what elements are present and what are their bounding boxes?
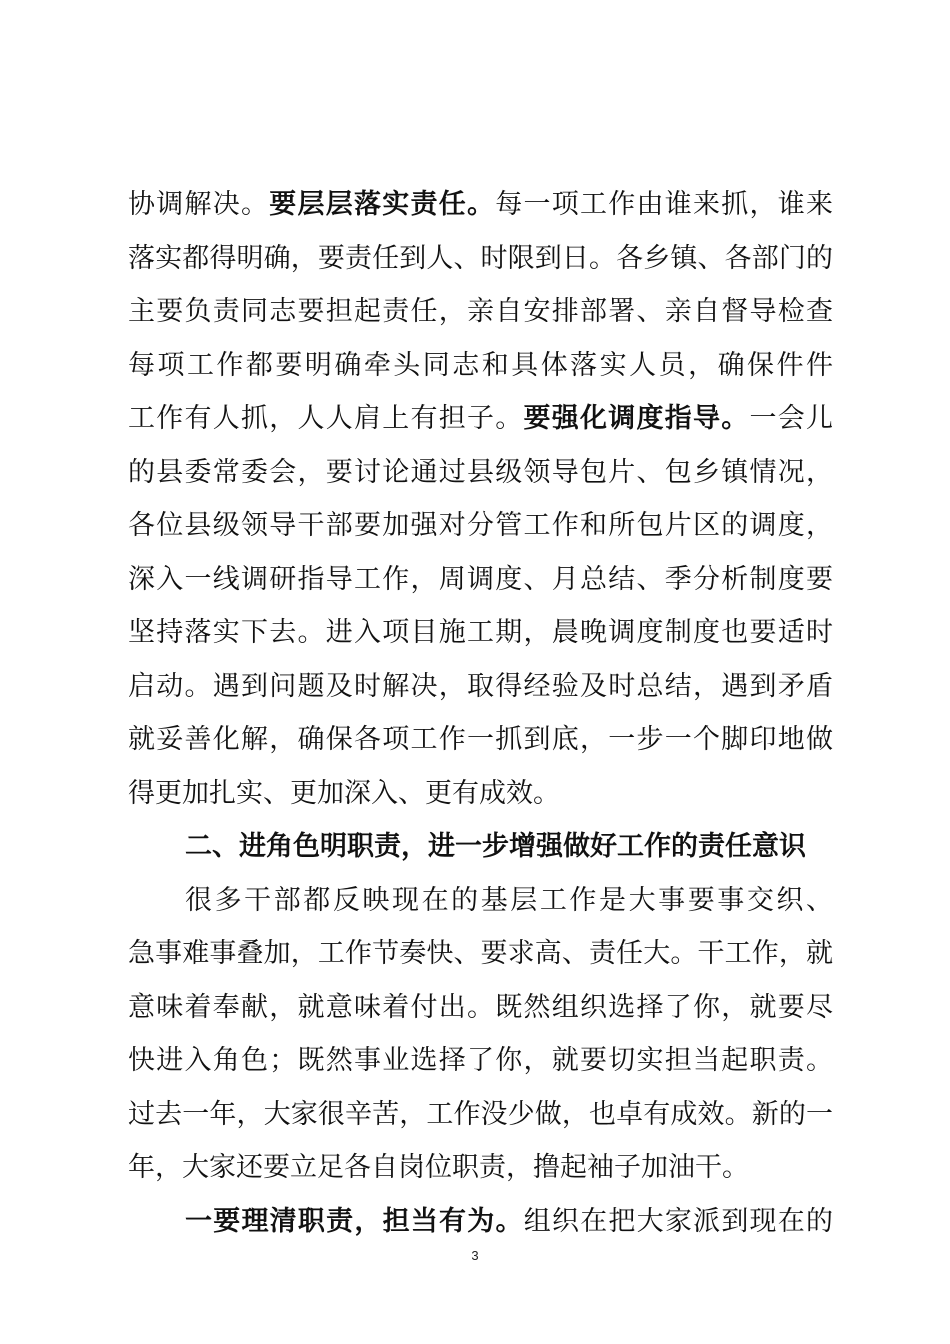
text-run: 组织在把大家派到现在的: [523, 1205, 834, 1237]
text-run: 协调解决。: [128, 189, 270, 220]
text-run: 落实都得明确，要责任到人、时限到日。各乡镇、各部门的: [128, 242, 833, 274]
text-run: 就妥善化解，确保各项工作一抓到底，一步一个脚印地做: [128, 724, 833, 755]
paragraph-line: [128, 1088, 833, 1142]
paragraph-line: [128, 339, 833, 393]
paragraph-line: [128, 446, 833, 500]
text-run: 得更加扎实、更加深入、更有成效。: [128, 777, 560, 809]
text-run: 各位县级领导干部要加强对分管工作和所包片区的调度，: [128, 510, 833, 541]
paragraph-line: [128, 606, 833, 660]
paragraph-line: [128, 285, 833, 339]
paragraph-line: [128, 660, 833, 714]
paragraph-line: [128, 981, 833, 1035]
text-run: 每项工作都要明确牵头同志和具体落实人员，确保件件: [128, 349, 833, 381]
paragraph-line: [128, 232, 833, 286]
paragraph-line: [128, 1195, 833, 1249]
text-run: 急事难事叠加，工作节奏快、要求高、责任大。干工作，就: [128, 938, 833, 969]
paragraph-line: [128, 1141, 833, 1195]
text-run: 快进入角色；既然事业选择了你，就要切实担当起职责。: [128, 1045, 833, 1076]
text-run: 深入一线调研指导工作，周调度、月总结、季分析制度要: [128, 563, 833, 595]
text-run: 启动。遇到问题及时解决，取得经验及时总结，遇到矛盾: [128, 670, 833, 702]
paragraph-line: [128, 927, 833, 981]
paragraph-line: [128, 392, 833, 446]
paragraph-line: [128, 499, 833, 553]
text-run: 很多干部都反映现在的基层工作是大事要事交织、: [185, 884, 833, 916]
text-run: 年，大家还要立足各自岗位职责，撸起袖子加油干。: [128, 1152, 749, 1183]
text-run: 工作有人抓，人人肩上有担子。: [128, 403, 524, 434]
text-run: 过去一年，大家很辛苦，工作没少做，也卓有成效。新的一: [128, 1098, 833, 1130]
paragraph-line: [128, 178, 833, 232]
paragraph-line: [128, 713, 833, 767]
emphasis-text: 要强化调度指导。: [523, 403, 750, 434]
page-number: 3: [471, 1248, 479, 1263]
text-run: 意味着奉献，就意味着付出。既然组织选择了你，就要尽: [128, 991, 833, 1023]
paragraph-line: [128, 874, 833, 928]
text-run: 主要负责同志要担起责任，亲自安排部署、亲自督导检查: [128, 296, 833, 327]
section-heading: [128, 820, 833, 874]
heading-text: 二、进角色明职责，进一步增强做好工作的责任意识: [185, 831, 806, 862]
text-run: 的县委常委会，要讨论通过县级领导包片、包乡镇情况，: [128, 456, 833, 488]
text-run: 每一项工作由谁来抓，谁来: [495, 189, 833, 220]
emphasis-text: 一要理清职责，担当有为。: [185, 1205, 524, 1237]
paragraph-line: [128, 767, 833, 821]
body-text: [128, 178, 833, 1248]
paragraph-line: [128, 1034, 833, 1088]
text-run: 坚持落实下去。进入项目施工期，晨晚调度制度也要适时: [128, 617, 833, 648]
emphasis-text: 要层层落实责任。: [269, 189, 496, 220]
text-run: 一会儿: [749, 403, 833, 434]
paragraph-line: [128, 553, 833, 607]
